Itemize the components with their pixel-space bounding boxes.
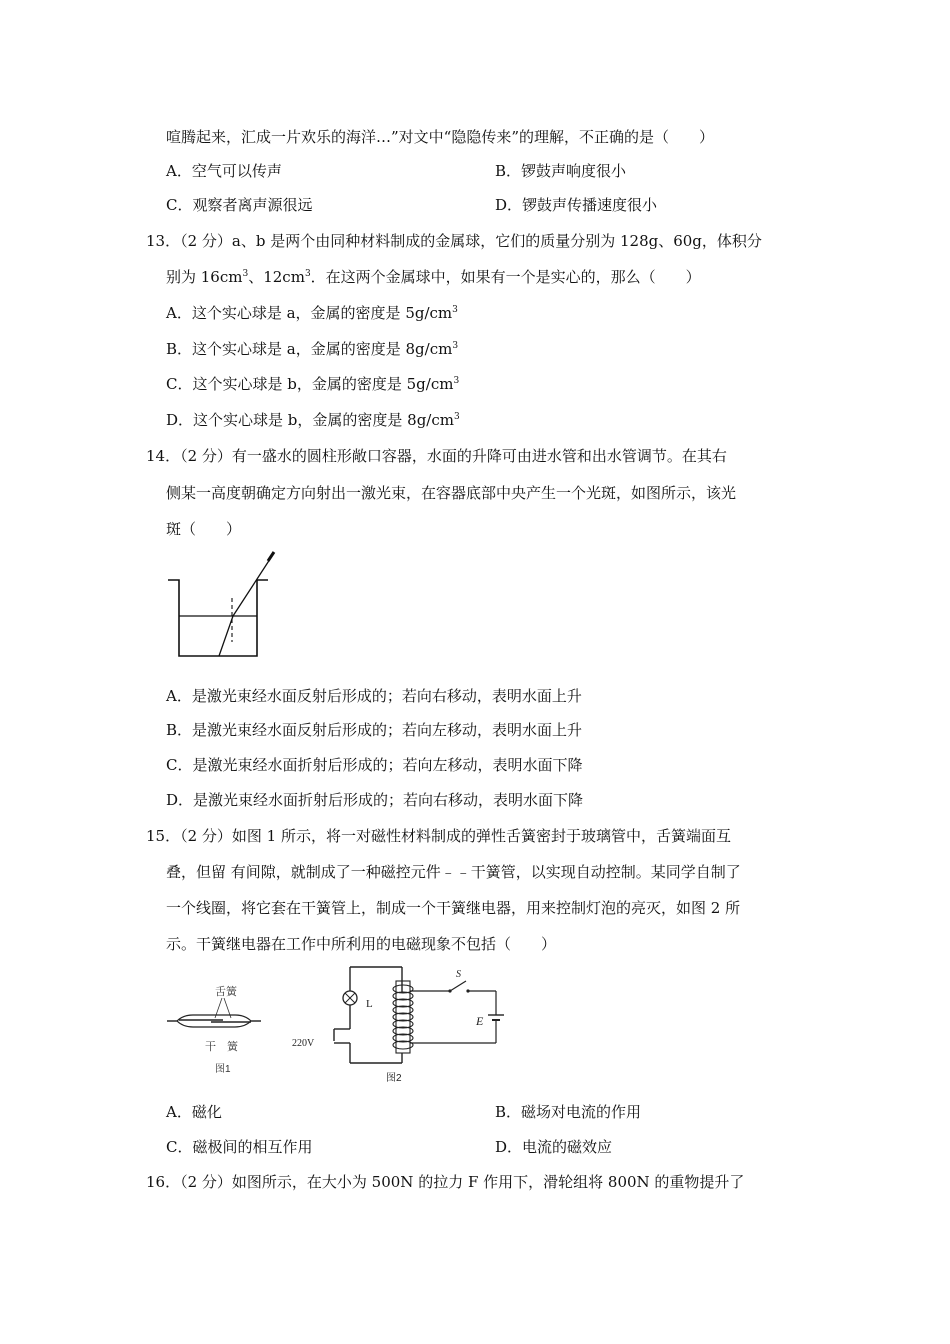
q15-option-c: C．磁极间的相互作用 <box>166 1138 313 1156</box>
q13-option-d: D．这个实心球是 b，金属的密度是 $8g/cm^3$ <box>166 411 460 429</box>
battery-label: E <box>476 1014 484 1028</box>
q14-option-d: D．是激光束经水面折射后形成的；若向右移动，表明水面下降 <box>166 791 584 809</box>
q13-option-b: B．这个实心球是 a，金属的密度是 $8g/cm^3$ <box>166 340 459 358</box>
switch-icon <box>450 981 466 991</box>
switch-label: S <box>456 969 461 980</box>
q15-option-d: D．电流的磁效应 <box>495 1138 613 1156</box>
q15-stem-line2: 叠，但留 有间隙，就制成了一种磁控元件﹣﹣干簧管，以实现自动控制。某同学自制了 <box>166 863 741 881</box>
figure-2-caption: 图2 <box>386 1073 402 1084</box>
q13-option-a: A．这个实心球是 a，金属的密度是 $5g/cm^3$ <box>166 304 458 322</box>
q15-stem-line3: 一个线圈，将它套在干簧管上，制成一个干簧继电器，用来控制灯泡的亮灭，如图 2 所 <box>166 899 741 917</box>
q15-option-a: A．磁化 <box>166 1103 222 1121</box>
q14-container-figure <box>160 548 290 663</box>
q16-stem-line1: 16．（2 分）如图所示，在大小为 500N 的拉力 F 作用下，滑轮组将 800N 的重物提升了 <box>146 1173 745 1191</box>
q13-stem-line2: 别为 $16cm^3$、$12cm^3$．在这两个金属球中，如果有一个是实心的，那么（ ） <box>166 268 701 286</box>
q14-option-b: B．是激光束经水面反射后形成的；若向左移动，表明水面上升 <box>166 721 583 739</box>
q12-option-a: A．空气可以传声 <box>166 162 282 180</box>
reed-tube-label: 干 簧 <box>205 1041 238 1053</box>
figure-1-caption: 图1 <box>215 1064 231 1075</box>
q14-stem-line3: 斑（ ） <box>166 520 242 538</box>
lamp-label: L <box>366 998 373 1010</box>
q12-option-d: D．锣鼓声传播速度很小 <box>495 196 658 214</box>
q12-option-b: B．锣鼓声响度很小 <box>495 162 627 180</box>
q15-stem-line1: 15．（2 分）如图 1 所示，将一对磁性材料制成的弹性舌簧密封于玻璃管中，舌簧端面互 <box>146 827 731 845</box>
q13-stem-line1: 13．（2 分）a、b 是两个由同种材料制成的金属球，它们的质量分别为 128g、60g，体积分 <box>146 232 762 250</box>
reed-label: 舌簧 <box>215 986 237 998</box>
q14-option-c: C．是激光束经水面折射后形成的；若向左移动，表明水面下降 <box>166 756 583 774</box>
q14-stem-line2: 侧某一高度朝确定方向射出一激光束，在容器底部中央产生一个光斑，如图所示，该光 <box>166 484 737 502</box>
voltage-label: 220V <box>292 1038 315 1049</box>
q14-stem-line1: 14．（2 分）有一盛水的圆柱形敞口容器，水面的升降可由进水管和出水管调节。在其右 <box>146 447 727 465</box>
q14-option-a: A．是激光束经水面反射后形成的；若向右移动，表明水面上升 <box>166 687 582 705</box>
q12-option-c: C．观察者离声源很远 <box>166 196 313 214</box>
q13-option-c: C．这个实心球是 b，金属的密度是 $5g/cm^3$ <box>166 375 460 393</box>
q15-stem-line4: 示。干簧继电器在工作中所利用的电磁现象不包括（ ） <box>166 935 557 953</box>
q15-figure-1-reed-switch <box>165 980 265 1080</box>
q12-continuation: 喧腾起来，汇成一片欢乐的海洋…”对文中“隐隐传来”的理解，不正确的是（ ） <box>166 128 715 146</box>
q15-option-b: B．磁场对电流的作用 <box>495 1103 642 1121</box>
q15-figure-2-relay-circuit <box>290 963 510 1088</box>
